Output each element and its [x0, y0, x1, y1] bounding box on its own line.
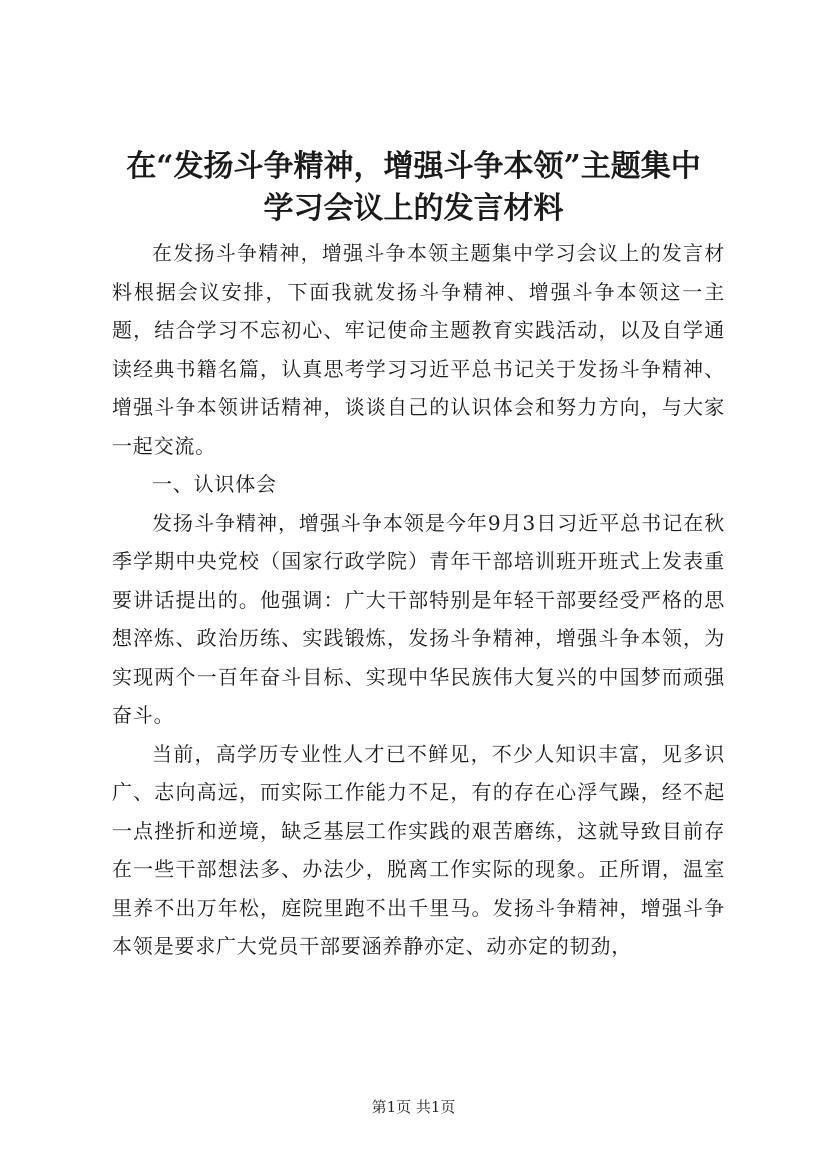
document-body: [112, 234, 725, 966]
paragraph-intro: 在发扬斗争精神，增强斗争本领主题集中学习会议上的发言材料根据会议安排，下面我就发扬斗争精神、增强斗争本领这一主题，结合学习不忘初心、牢记使命主题教育实践活动，以及自学通读经典书籍名篇，认真思考学习习近平总书记关于发扬斗争精神、增强斗争本领讲话精神，谈谈自己的认识体会和努力方向，与大家一起交流。: [112, 241, 725, 458]
paragraph-background: 发扬斗争精神，增强斗争本领是今年9月3日习近平总书记在秋季学期中央党校（国家行政学院）青年干部培训班开班式上发表重要讲话提出的。他强调：广大干部特别是年轻干部要经受严格的思想淬炼、政治历练、实践锻炼，发扬斗争精神，增强斗争本领，为实现两个一百年奋斗目标、实现中华民族伟大复兴的中国梦而顽强奋斗。: [112, 510, 725, 727]
paragraph-current-situation: 当前，高学历专业性人才已不鲜见，不少人知识丰富，见多识广、志向高远，而实际工作能力不足，有的存在心浮气躁，经不起一点挫折和逆境，缺乏基层工作实践的艰苦磨练，这就导致目前存在一些干部想法多、办法少，脱离工作实际的现象。正所谓，温室里养不出万年松，庭院里跑不出千里马。发扬斗争精神，增强斗争本领是要求广大党员干部要涵养静亦定、动亦定的韧劲，: [112, 741, 725, 958]
section-heading: 一、认识体会: [152, 472, 277, 496]
title-line-1: 在“发扬斗争精神，增强斗争本领”主题集中: [126, 149, 701, 184]
title-line-2: 学习会议上的发言材料: [263, 191, 564, 226]
document-title: [100, 146, 727, 230]
page-footer: 第1页 共1页: [371, 1098, 456, 1116]
